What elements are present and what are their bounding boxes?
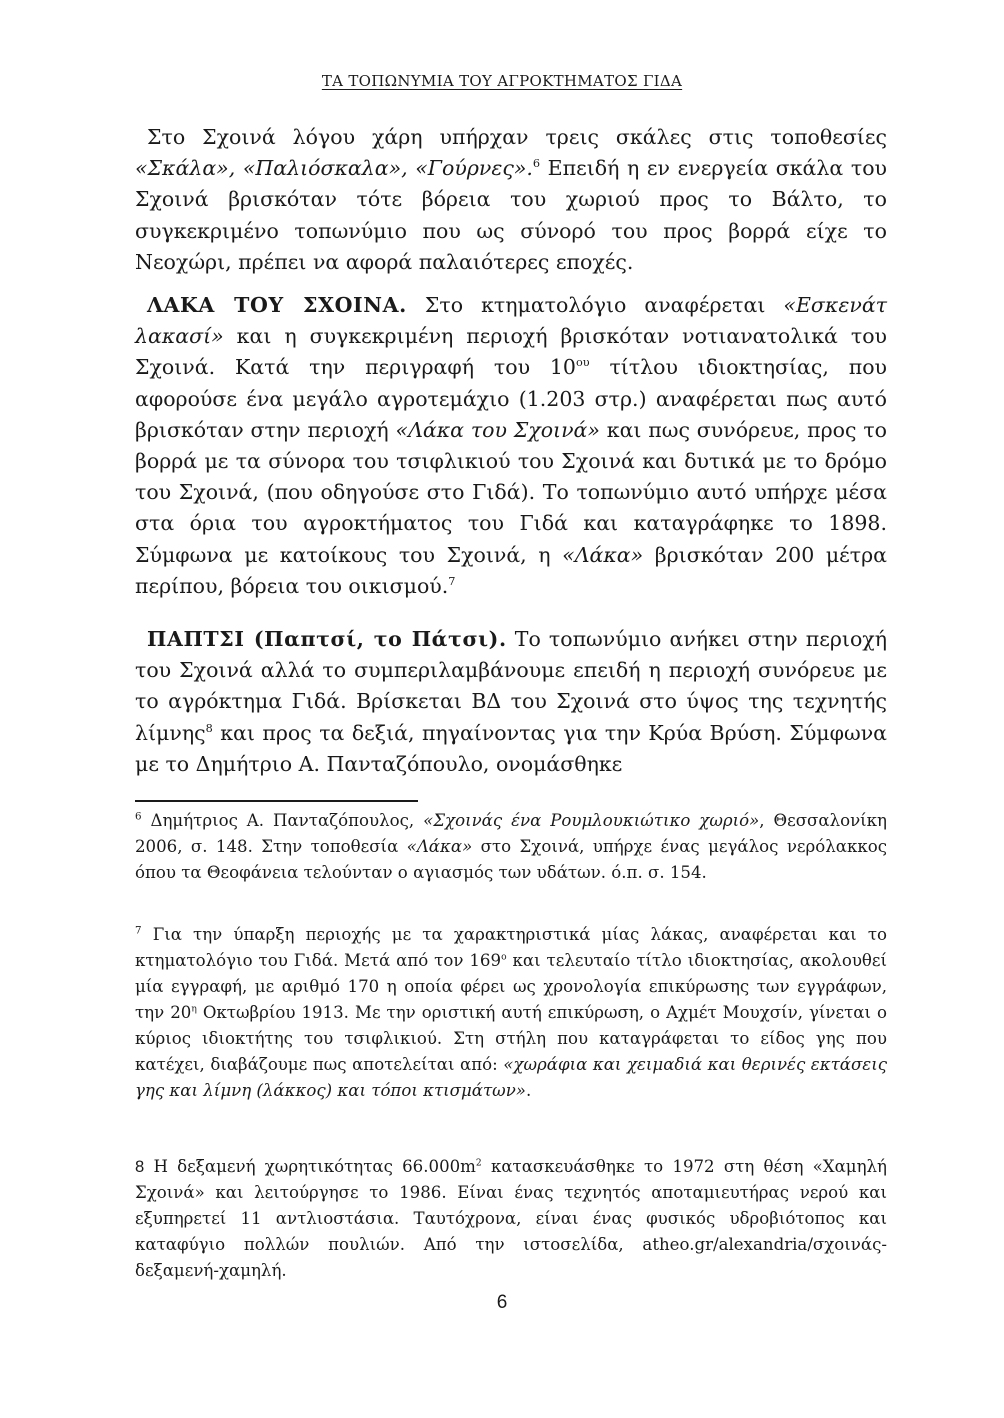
running-header-title: ΤΑ ΤΟΠΩΝΥΜΙΑ ΤΟΥ ΑΓΡΟΚΤΗΜΑΤΟΣ ΓΙΔΑ xyxy=(321,72,683,90)
ordinal-suffix: ου xyxy=(575,356,590,370)
footnote-number: 7 xyxy=(135,924,142,937)
text-run: Δημήτριος Α. Πανταζόπουλος, xyxy=(141,811,424,830)
text-run: Το τοπωνύμιο ανήκει στην περιοχή του Σχοινά αλλά το συμπεριλαμβάνουμε επειδή η περιοχή συνόρευε με το αγρόκτημα Γιδά. Βρίσκεται ΒΔ του Σχοινά στο ύψος της τεχνητής λίμνης xyxy=(135,627,888,745)
italic-quote: «Λάκα του Σχοινά» xyxy=(395,417,600,442)
paragraph-laka-tou-schoina xyxy=(135,290,887,602)
text-run: και πως συνόρευε, προς το βορρά με τα σύνορα του τσιφλικιού του Σχοινά και δυτικά με το δρόμο του Σχοινά, (που οδηγούσε στο Γιδά). Το τοπωνύμιο αυτό υπήρχε μέσα στα όρια του αγροκτήματος του Γιδά και καταγράφηκε το 1898. Σύμφωνα με κατοίκους του Σχοινά, η xyxy=(135,417,888,567)
text-run: Για την ύπαρξη περιοχής με τα χαρακτηριστικά μίας λάκας, αναφέρεται και το κτηματολόγιο του Γιδά. Μετά από τον 169 xyxy=(135,925,887,970)
text-run: και τελευταίο τίτλο ιδιοκτησίας, ακολουθεί μία εγγραφή, με αριθμό 170 η οποία φέρει ως χρονολογία επικύρωσης των εγγράφων, την 20 xyxy=(135,951,887,1022)
paragraph-paptsi xyxy=(135,624,887,780)
text-run: Η δεξαμενή χωρητικότητας 66.000m xyxy=(144,1157,476,1176)
footnote-number: 8 xyxy=(135,1157,145,1176)
italic-book-title: «Σχοινάς ένα Ρουμλουκιώτικο χωριό» xyxy=(423,811,760,830)
ordinal-suffix: ο xyxy=(501,952,507,963)
text-run: Οκτωβρίου 1913. Με την οριστική αυτή επικύρωση, ο Αχμέτ Μουχσίν, γίνεται ο κύριος ιδιοκτήτης του τσιφλικιού. Στη στήλη που καταγράφεται το είδος γης που κατέχει, διαβάζουμε πως αποτελείται από: xyxy=(135,1003,888,1074)
page-number: 6 xyxy=(496,1292,508,1313)
footnote-6 xyxy=(135,808,887,886)
text-run: Στο κτηματολόγιο αναφέρεται xyxy=(406,293,784,317)
text-run: Στο Σχοινά λόγου χάρη υπήρχαν τρεις σκάλες στις τοποθεσίες xyxy=(147,125,887,149)
paragraph-skales xyxy=(135,122,887,278)
italic-quote: «Εσκενάτ λακασί» xyxy=(135,293,887,349)
entry-heading: ΛΑΚΑ ΤΟΥ ΣΧΟΙΝΑ. xyxy=(147,293,407,317)
footnote-separator xyxy=(135,800,418,802)
running-header xyxy=(0,72,1004,90)
footnote-ref-8[interactable]: 8 xyxy=(205,721,213,735)
text-run: και προς τα δεξιά, πηγαίνοντας για την Κρύα Βρύση. Σύμφωνα με το Δημήτριο Α. Πανταζόπουλο, ονομάσθηκε xyxy=(135,720,887,776)
italic-quote: «Λάκα» xyxy=(406,837,473,856)
superscript-unit: 2 xyxy=(475,1158,482,1169)
text-run: τίτλου ιδιοκτησίας, που αφορούσε ένα μεγάλο αγροτεμάχιο (1.203 στρ.) αναφέρεται πως αυτό βρισκόταν στην περιοχή xyxy=(135,355,887,442)
ordinal-suffix: η xyxy=(191,1004,197,1015)
text-run: κατασκευάσθηκε το 1972 στη θέση «Χαμηλή Σχοινά» και λειτούργησε το 1986. Είναι ένας τεχνητός αποταμιευτήρας νερού και εξυπηρετεί 11 αντλιοστάσια. Ταυτόχρονα, είναι ένας φυσικός υδροβιότοπος και καταφύγιο πολλών πουλιών. Από την ιστοσελίδα, atheo.gr/alexandria/σχοινάς-δεξαμενή-χαμηλή. xyxy=(135,1157,887,1280)
footnote-8 xyxy=(135,1154,887,1284)
footnote-7 xyxy=(135,922,887,1104)
entry-heading: ΠΑΠΤΣΙ (Παπτσί, το Πάτσι). xyxy=(147,627,507,651)
footnote-number: 6 xyxy=(135,810,142,823)
footnote-ref-6[interactable]: 6 xyxy=(532,157,541,171)
text-run: βρισκόταν 200 μέτρα περίπου, βόρεια του οικισμού. xyxy=(135,542,887,598)
text-run: , Θεσσαλονίκη 2006, σ. 148. Στην τοποθεσία xyxy=(135,811,887,856)
italic-quote: «χωράφια και χειμαδιά και θερινές εκτάσεις γης και λίμνη (λάκκος) και τόποι κτισμάτων» xyxy=(135,1055,887,1100)
footnote-ref-7[interactable]: 7 xyxy=(448,575,456,588)
italic-place-names: «Σκάλα», «Παλιόσκαλα», «Γούρνες». xyxy=(135,156,533,181)
italic-quote: «Λάκα» xyxy=(562,542,644,567)
text-run: και η συγκεκριμένη περιοχή βρισκόταν νοτιανατολικά του Σχοινά. Κατά την περιγραφή του 10 xyxy=(135,324,887,380)
text-run: στο Σχοινά, υπήρχε ένας μεγάλος νερόλακκος όπου τα Θεοφάνεια τελούνταν ο αγιασμός των υδάτων. ό.π. σ. 154. xyxy=(135,837,887,882)
text-run: Επειδή η εν ενεργεία σκάλα του Σχοινά βρισκόταν τότε βόρεια του χωριού προς το Βάλτο, το συγκεκριμένο τοπωνύμιο που ως σύνορό του προς βορρά είχε το Νεοχώρι, πρέπει να αφορά παλαιότερες εποχές. xyxy=(135,156,887,274)
text-run: . xyxy=(525,1081,532,1100)
